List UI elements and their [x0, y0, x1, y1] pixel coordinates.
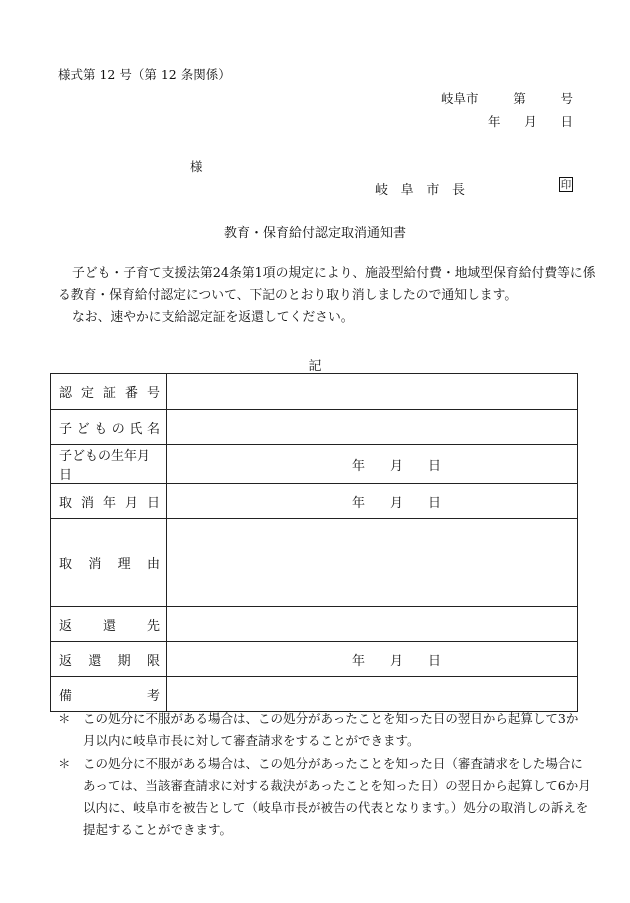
- row-label-char: 還: [102, 618, 116, 634]
- row-label-char: 証: [102, 386, 116, 401]
- asterisk-icon: ＊: [58, 756, 71, 771]
- document-number-line: [441, 89, 573, 107]
- row-label-char: 取: [59, 495, 73, 511]
- row-value-field[interactable]: [167, 677, 578, 712]
- row-label-char: 還: [88, 653, 102, 669]
- row-label-char: 消: [80, 495, 94, 511]
- row-label: [51, 519, 167, 607]
- seal-stamp: 印: [560, 179, 572, 191]
- row-label-char: ど: [76, 421, 90, 437]
- row-label-char: 期: [117, 653, 131, 669]
- row-label-char: 日: [146, 495, 160, 511]
- table-row: [51, 642, 578, 677]
- row-label-char: 定: [80, 386, 94, 401]
- row-label: [51, 445, 167, 484]
- date-unit-label: 月: [390, 458, 404, 474]
- issuer-char: 長: [451, 183, 465, 198]
- date-unit-label: 月: [390, 495, 404, 511]
- issuer-name: [375, 179, 465, 198]
- month-label: 月: [524, 114, 537, 129]
- footnote-line: 以内に、岐阜市を被告として（岐阜市長が被告の代表となります。）処分の取消しの訴えを: [83, 800, 589, 815]
- go-label: 号: [560, 91, 573, 106]
- row-label: [51, 642, 167, 677]
- year-label: 年: [488, 114, 501, 129]
- row-value-field[interactable]: [167, 445, 578, 484]
- body-line-1: 子ども・子育て支援法第24条第1項の規定により、施設型給付費・地域型保育給付費等に係: [72, 266, 596, 281]
- row-label: [51, 607, 167, 642]
- row-label-char: 由: [146, 557, 160, 572]
- row-label: [51, 410, 167, 445]
- row-label: [51, 374, 167, 410]
- row-label-char: 月: [124, 495, 138, 511]
- row-label-char: 号: [146, 386, 160, 401]
- row-value-field[interactable]: [167, 642, 578, 677]
- city-label: 岐阜市: [441, 91, 479, 106]
- dai-label: 第: [513, 91, 526, 106]
- date-unit-label: 年: [352, 653, 366, 669]
- details-table: [50, 373, 578, 712]
- row-value-field[interactable]: [167, 374, 578, 410]
- row-label-char: も: [94, 421, 108, 437]
- issuer-char: 岐: [375, 183, 389, 198]
- day-label: 日: [560, 114, 573, 129]
- issuer-char: 市: [426, 183, 440, 198]
- issuer-char: 阜: [400, 183, 414, 198]
- row-value-field[interactable]: [167, 519, 578, 607]
- asterisk-icon: ＊: [58, 711, 71, 726]
- row-label-char: 返: [59, 653, 73, 669]
- date-unit-label: 日: [428, 653, 442, 669]
- row-value-field[interactable]: [167, 484, 578, 519]
- table-row: [51, 445, 578, 484]
- footnote-line: この処分に不服がある場合は、この処分があったことを知った日の翌日から起算して3か: [83, 711, 579, 726]
- row-label-char: 理: [117, 557, 131, 572]
- row-label-char: 名: [146, 421, 160, 437]
- addressee-suffix: 様: [190, 159, 203, 174]
- footnote: [58, 753, 591, 841]
- row-label: [51, 484, 167, 519]
- row-label-char: 子: [59, 421, 73, 437]
- row-label-char: 消: [88, 557, 102, 572]
- date-unit-label: 日: [428, 458, 442, 474]
- issue-date-line: [488, 112, 573, 130]
- footnote: [58, 708, 583, 752]
- row-label-char: 備: [59, 688, 73, 704]
- table-row: [51, 410, 578, 445]
- row-label-char: 認: [59, 386, 73, 401]
- row-label-char: の: [111, 421, 125, 437]
- row-label-char: 子どもの生年月日: [59, 449, 151, 483]
- row-value-field[interactable]: [167, 607, 578, 642]
- footnote-line: この処分に不服がある場合は、この処分があったことを知った日（審査請求をした場合に: [83, 756, 583, 771]
- footnote-line: 月以内に岐阜市長に対して審査請求をすることができます。: [83, 733, 420, 748]
- footnote-line: あっては、当該審査請求に対する裁決があったことを知った日）の翌日から起算して6か月: [83, 778, 591, 793]
- table-row: [51, 677, 578, 712]
- row-label-char: 取: [59, 557, 73, 572]
- table-row: [51, 607, 578, 642]
- document-title: 教育・保育給付認定取消通知書: [223, 226, 406, 241]
- table-row: [51, 519, 578, 607]
- row-label-char: 番: [124, 386, 138, 401]
- date-unit-label: 年: [352, 458, 366, 474]
- row-label-char: 返: [59, 618, 73, 634]
- row-label: [51, 677, 167, 712]
- table-row: [51, 374, 578, 410]
- date-unit-label: 年: [352, 495, 366, 511]
- date-unit-label: 月: [390, 653, 404, 669]
- row-label-char: 先: [146, 618, 160, 634]
- form-number: 様式第 12 号（第 12 条関係）: [58, 67, 231, 82]
- table-row: [51, 484, 578, 519]
- row-label-char: 年: [102, 495, 116, 511]
- body-line-2: る教育・保育給付認定について、下記のとおり取り消しましたので通知します。: [58, 288, 518, 303]
- body-line-3: なお、速やかに支給認定証を返還してください。: [72, 310, 354, 325]
- date-unit-label: 日: [428, 495, 442, 511]
- row-value-field[interactable]: [167, 410, 578, 445]
- ki-heading: 記: [308, 359, 322, 374]
- row-label-char: 限: [146, 653, 160, 669]
- row-label-char: 考: [146, 688, 160, 704]
- row-label-char: 氏: [129, 421, 143, 437]
- footnote-line: 提起することができます。: [83, 822, 233, 837]
